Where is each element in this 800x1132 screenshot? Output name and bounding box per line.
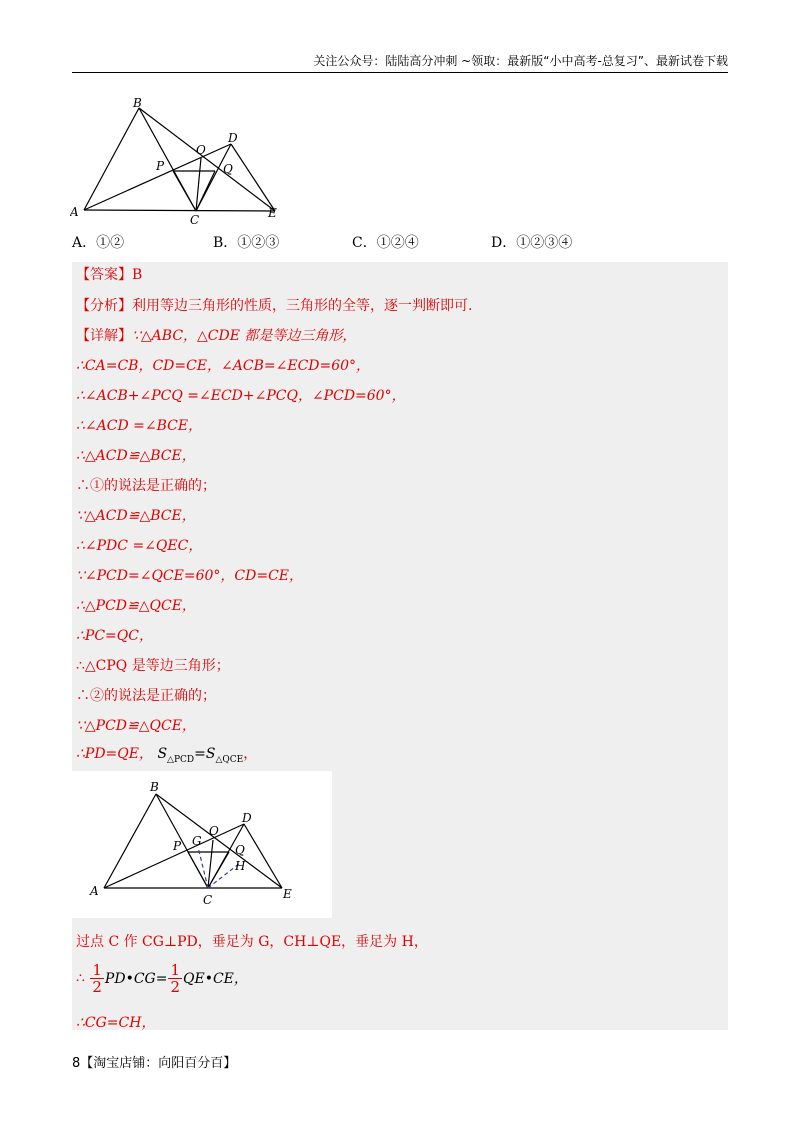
fig1-label-e: E xyxy=(268,206,277,220)
fig1-label-q: Q xyxy=(223,162,233,176)
step-10: ∴PC=QC， xyxy=(76,628,153,644)
fig1-label-o: O xyxy=(196,143,206,157)
fig1-label-b: B xyxy=(133,96,142,110)
fig2-label-a: A xyxy=(90,884,99,898)
detail-line: 【详解】∵△ABC，△CDE 都是等边三角形， xyxy=(76,328,357,344)
fig2-label-e: E xyxy=(283,887,292,901)
step-4: ∴△ACD≌△BCE， xyxy=(76,448,196,464)
page-footer: 8【淘宝店铺：向阳百分百】 xyxy=(72,1056,237,1071)
fig1-label-a: A xyxy=(70,205,79,219)
fig2-label-p: P xyxy=(173,839,182,853)
step-11: ∴△CPQ 是等边三角形； xyxy=(76,658,230,674)
option-a: A．①② xyxy=(72,235,125,251)
fig2-label-b: B xyxy=(150,780,159,794)
fig2-label-q: Q xyxy=(235,843,245,857)
step-6: ∵△ACD≌△BCE， xyxy=(76,508,196,524)
perpendicular-line-text: 过点 C 作 CG⊥PD，垂足为 G，CH⊥QE，垂足为 H， xyxy=(76,934,428,950)
step-3: ∴∠ACD =∠BCE， xyxy=(76,418,203,434)
fig2-label-d: D xyxy=(242,811,252,825)
option-b: B．①②③ xyxy=(213,235,280,251)
fig2-label-h: H xyxy=(235,859,246,873)
step-5: ∴①的说法是正确的； xyxy=(76,478,216,494)
last-step: ∴CG=CH， xyxy=(76,1015,156,1031)
step-1: ∴CA=CB，CD=CE，∠ACB=∠ECD=60°， xyxy=(76,358,371,374)
step-7: ∴∠PDC =∠QEC， xyxy=(76,538,203,554)
header-rule xyxy=(72,72,728,73)
step-8: ∵∠PCD=∠QCE=60°，CD=CE， xyxy=(76,568,304,584)
step-9: ∴△PCD≌△QCE， xyxy=(76,598,196,614)
fig1-label-d: D xyxy=(228,131,238,145)
option-d: D．①②③④ xyxy=(491,235,573,251)
fig2-label-o: O xyxy=(209,824,219,838)
figure-2-panel xyxy=(72,771,332,918)
option-c: C．①②④ xyxy=(352,235,419,251)
step-12: ∴②的说法是正确的； xyxy=(76,688,216,704)
fig2-label-c: C xyxy=(203,893,213,907)
page-header: 关注公众号：陆陆高分冲刺 ~领取：最新版“小中高考-总复习”、最新试卷下载 xyxy=(313,54,728,68)
fig1-label-c: C xyxy=(190,213,200,226)
analysis-line: 【分析】利用等边三角形的性质，三角形的全等，逐一判断即可. xyxy=(76,298,473,314)
step-2: ∴∠ACB+∠PCQ =∠ECD+∠PCQ，∠PCD=60°， xyxy=(76,388,406,404)
area-equation-line: ∴PD=QE， $S_{\triangle PCD}=S_{\triangle QCE}$， xyxy=(76,746,258,765)
geometry-figure-2 xyxy=(72,771,332,918)
geometry-figure-1 xyxy=(70,96,290,226)
step-13: ∵△PCD≌△QCE， xyxy=(76,718,196,734)
answer-line: 【答案】B xyxy=(76,267,143,283)
fig2-label-g: G xyxy=(192,834,202,848)
fig1-label-p: P xyxy=(156,159,165,173)
fraction-equation-line: ∴ $\frac{1}{2}$ PD•CG= $\frac{1}{2}$ QE•CE， xyxy=(76,961,248,996)
